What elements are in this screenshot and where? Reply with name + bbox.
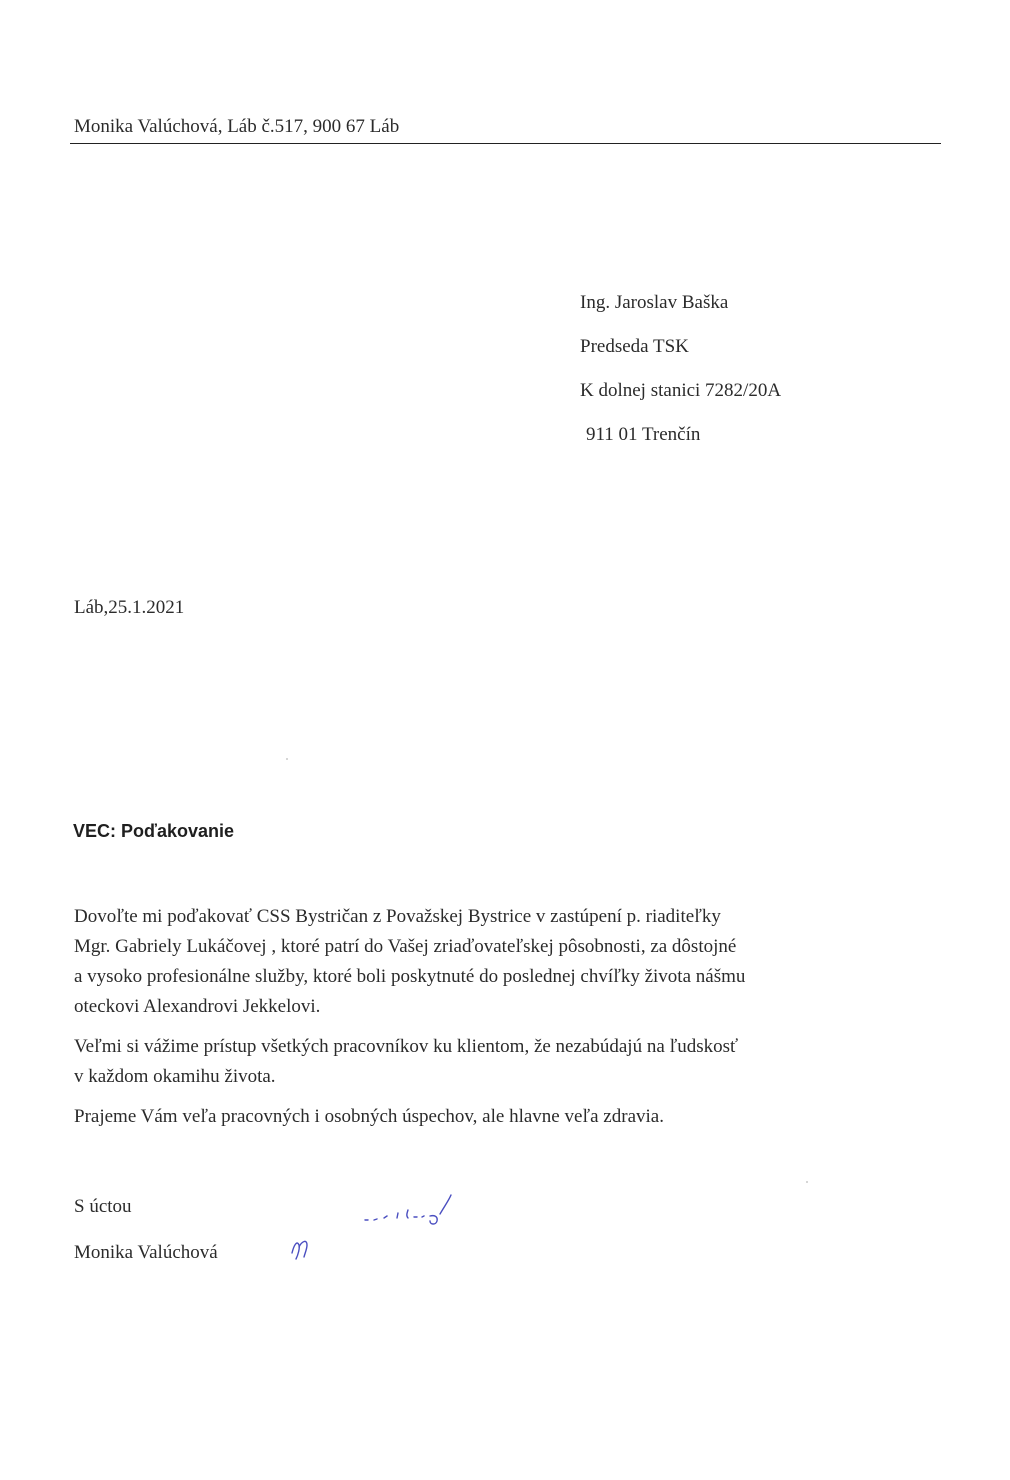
closing-name: Monika Valúchová [74, 1242, 218, 1263]
paragraph-spacer [74, 1092, 894, 1102]
scan-speck [286, 758, 288, 760]
paragraph-thanks [74, 902, 894, 1022]
paragraph-wishes [74, 1102, 894, 1132]
paragraph-line: v každom okamihu života. [74, 1066, 276, 1087]
recipient-street: K dolnej stanici 7282/20A [580, 380, 782, 401]
paragraph-line: Veľmi si vážime prístup všetkých pracovníkov ku klientom, že nezabúdajú na ľudskosť [74, 1036, 739, 1057]
letter-body [74, 902, 894, 1132]
recipient-position: Predseda TSK [580, 336, 689, 357]
header-divider [70, 143, 941, 144]
paragraph-line: a vysoko profesionálne služby, ktoré boli poskytnuté do poslednej chvíľky života nášmu [74, 966, 746, 987]
sender-address: Monika Valúchová, Láb č.517, 900 67 Láb [74, 116, 400, 137]
handwritten-signature [280, 1185, 520, 1275]
letter-date: Láb,25.1.2021 [74, 597, 185, 618]
closing-greeting: S úctou [74, 1196, 132, 1217]
paragraph-line: Prajeme Vám veľa pracovných i osobných úspechov, ale hlavne veľa zdravia. [74, 1106, 664, 1127]
scan-speck [806, 1181, 808, 1183]
paragraph-line: Dovoľte mi poďakovať CSS Bystričan z Považskej Bystrice v zastúpení p. riaditeľky [74, 906, 721, 927]
recipient-city: 911 01 Trenčín [586, 424, 701, 445]
recipient-name: Ing. Jaroslav Baška [580, 292, 729, 313]
paragraph-appreciation [74, 1032, 894, 1092]
paragraph-line: Mgr. Gabriely Lukáčovej , ktoré patrí do Vašej zriaďovateľskej pôsobnosti, za dôstojné [74, 936, 737, 957]
recipient-address [580, 290, 781, 466]
letter-closing [74, 1194, 218, 1286]
paragraph-line: oteckovi Alexandrovi Jekkelovi. [74, 996, 321, 1017]
letter-subject: VEC: Poďakovanie [73, 821, 234, 841]
paragraph-spacer [74, 1022, 894, 1032]
